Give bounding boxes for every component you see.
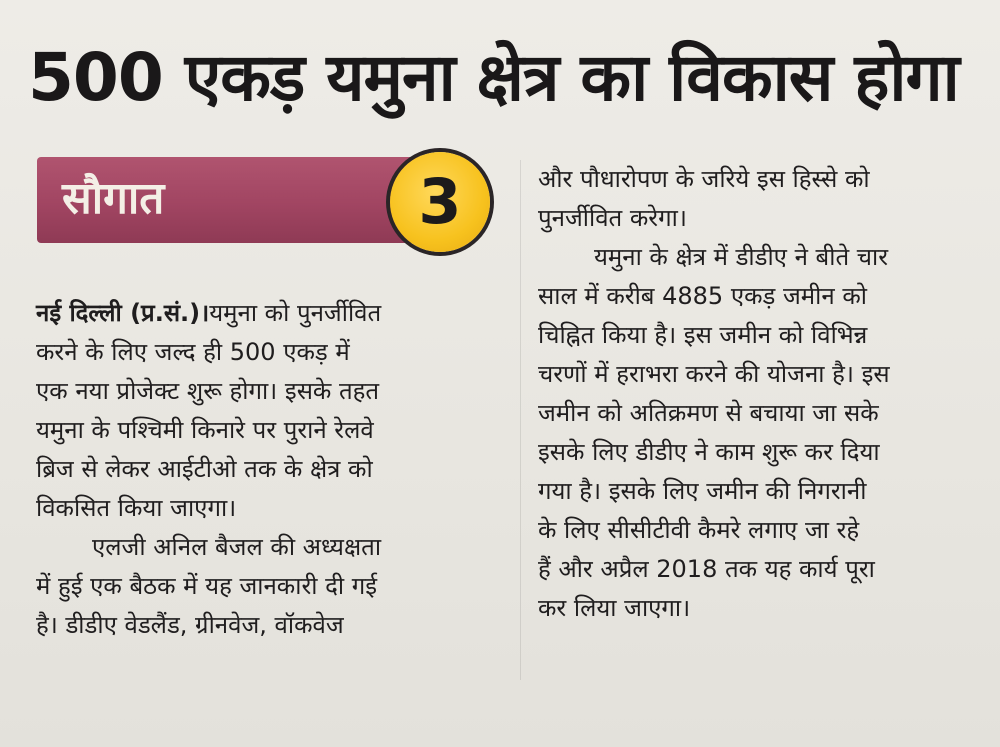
article-line: साल में करीब 4885 एकड़ जमीन को	[538, 282, 867, 310]
article-line: एक नया प्रोजेक्ट शुरू होगा। इसके तहत	[36, 377, 380, 405]
article-line: चरणों में हराभरा करने की योजना है। इस	[538, 360, 890, 388]
article-line: और पौधारोपण के जरिये इस हिस्से को	[538, 165, 870, 193]
article-line	[36, 294, 506, 333]
article-line: चिह्नित किया है। इस जमीन को विभिन्न	[538, 321, 868, 349]
article-text: यमुना को पुनर्जीवित	[209, 299, 382, 327]
headline: 500 एकड़ यमुना क्षेत्र का विकास होगा	[28, 39, 959, 116]
article-line: यमुना के पश्चिमी किनारे पर पुराने रेलवे	[36, 416, 374, 444]
article-line: यमुना के क्षेत्र में डीडीए ने बीते चार	[594, 243, 889, 271]
article-line: इसके लिए डीडीए ने काम शुरू कर दिया	[538, 438, 880, 466]
banner-label: सौगात	[62, 173, 165, 224]
article-line: ब्रिज से लेकर आईटीओ तक के क्षेत्र को	[36, 455, 373, 483]
article-line: है। डीडीए वेडलैंड, ग्रीनवेज, वॉकवेज	[36, 611, 344, 639]
article-line: जमीन को अतिक्रमण से बचाया जा सके	[538, 399, 879, 427]
article-line: पुनर्जीवित करेगा।	[538, 204, 687, 232]
banner-number: 3	[418, 165, 462, 238]
left-article-column	[36, 294, 506, 645]
article-line: कर लिया जाएगा।	[538, 594, 691, 622]
right-article-column	[538, 160, 983, 628]
column-divider	[520, 160, 521, 680]
article-line: गया है। इसके लिए जमीन की निगरानी	[538, 477, 867, 505]
article-line: करने के लिए जल्द ही 500 एकड़ में	[36, 338, 350, 366]
article-line: में हुई एक बैठक में यह जानकारी दी गई	[36, 572, 377, 600]
article-line: एलजी अनिल बैजल की अध्यक्षता	[92, 533, 382, 561]
article-line: हैं और अप्रैल 2018 तक यह कार्य पूरा	[538, 555, 875, 583]
dateline: नई दिल्ली (प्र.सं.)।	[36, 299, 210, 327]
article-line: के लिए सीसीटीवी कैमरे लगाए जा रहे	[538, 516, 860, 544]
article-line: विकसित किया जाएगा।	[36, 494, 237, 522]
